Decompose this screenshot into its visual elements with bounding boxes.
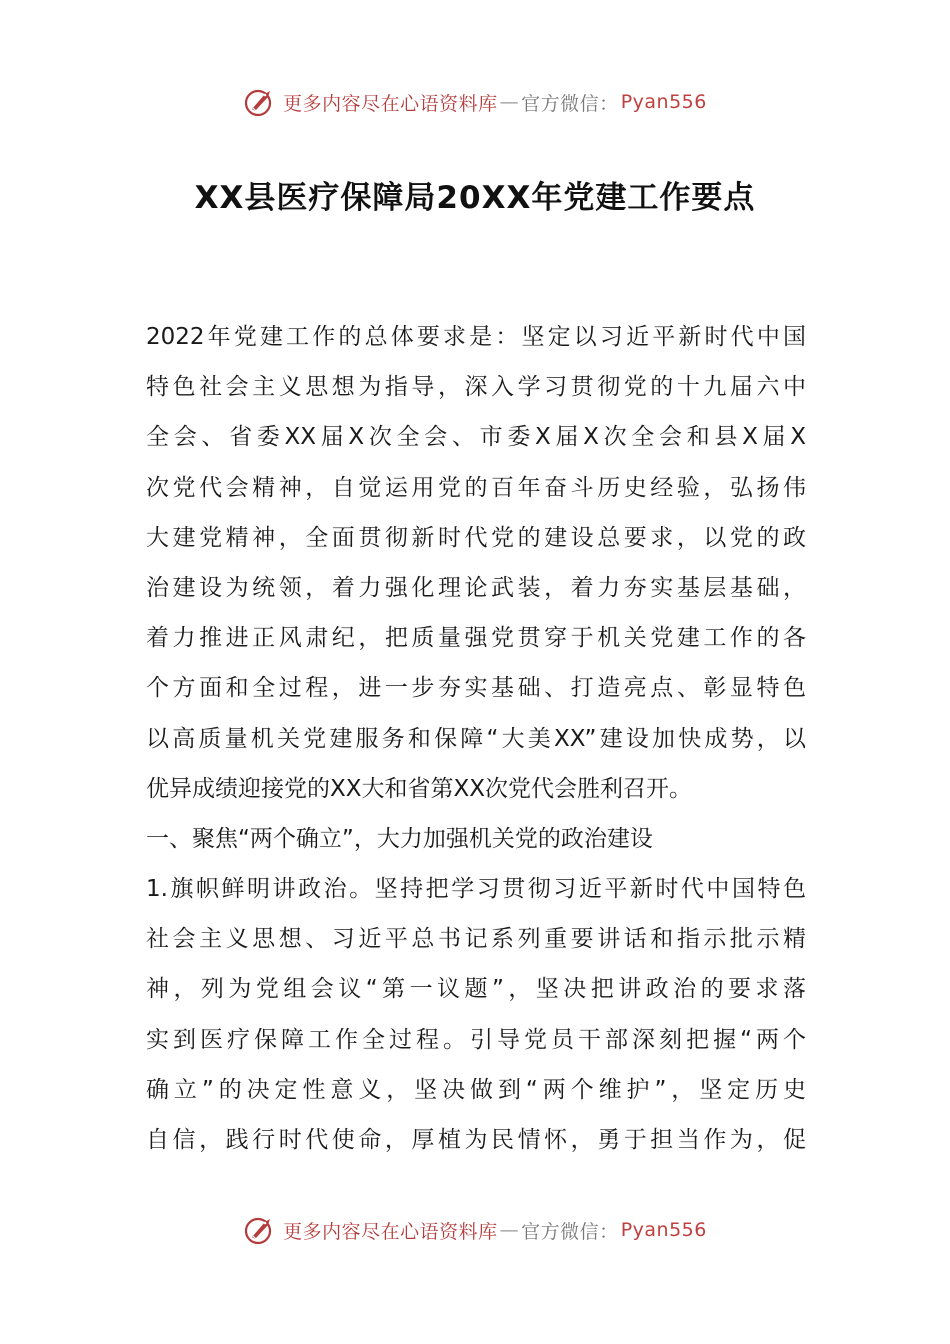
paragraph-line: 特色社会主义思想为指导，深入学习贯彻党的十九届六中 bbox=[146, 374, 806, 401]
watermark-official-label: 官方微信： bbox=[521, 1220, 619, 1243]
paragraph-line: 实到医疗保障工作全过程。引导党员干部深刻把握“两个 bbox=[146, 1026, 806, 1053]
paragraph-line: 大建党精神，全面贯彻新时代党的建设总要求，以党的政 bbox=[146, 524, 806, 551]
paragraph-line: 治建设为统领，着力强化理论武装，着力夯实基层基础， bbox=[146, 574, 806, 601]
pen-nib-circle-icon bbox=[243, 1213, 277, 1247]
watermark-brand: 更多内容尽在心语资料库 bbox=[283, 92, 498, 115]
watermark-brand: 更多内容尽在心语资料库 bbox=[283, 1220, 498, 1243]
paragraph-line: 次党代会精神，自觉运用党的百年奋斗历史经验，弘扬伟 bbox=[146, 474, 806, 501]
paragraph-line: 神，列为党组会议“第一议题”，坚决把讲政治的要求落 bbox=[146, 976, 806, 1003]
watermark-wechat-id: Pyan556 bbox=[620, 91, 707, 113]
header-watermark bbox=[0, 84, 950, 120]
document-body bbox=[146, 312, 806, 1165]
pen-nib-circle-icon bbox=[243, 85, 277, 119]
paragraph-line: 1.旗帜鲜明讲政治。坚持把学习贯彻习近平新时代中国特色 bbox=[146, 876, 806, 903]
paragraph-line: 自信，践行时代使命，厚植为民情怀，勇于担当作为，促 bbox=[146, 1127, 806, 1153]
paragraph-line: 个方面和全过程，进一步夯实基础、打造亮点、彰显特色 bbox=[146, 675, 806, 702]
paragraph-line: 优异成绩迎接党的XX大和省第XX次党代会胜利召开。 bbox=[146, 775, 693, 802]
document-title: XX县医疗保障局20XX年党建工作要点 bbox=[194, 180, 756, 216]
watermark-separator: — bbox=[499, 1219, 520, 1241]
paragraph-line: 以高质量机关党建服务和保障“大美XX”建设加快成势，以 bbox=[146, 725, 806, 752]
watermark-official-label: 官方微信： bbox=[521, 92, 619, 115]
footer-watermark bbox=[0, 1212, 950, 1248]
paragraph-line: 着力推进正风肃纪，把质量强党贯穿于机关党建工作的各 bbox=[146, 625, 806, 652]
paragraph-line: 2022年党建工作的总体要求是：坚定以习近平新时代中国 bbox=[146, 324, 806, 350]
section-heading: 一、聚焦“两个确立”，大力加强机关党的政治建设 bbox=[146, 825, 653, 852]
watermark-wechat-id: Pyan556 bbox=[620, 1219, 707, 1241]
paragraph-line: 确立”的决定性意义，坚决做到“两个维护”，坚定历史 bbox=[146, 1076, 806, 1103]
paragraph-line: 全会、省委XX届X次全会、市委X届X次全会和县X届X bbox=[146, 424, 806, 451]
paragraph-line: 社会主义思想、习近平总书记系列重要讲话和指示批示精 bbox=[146, 926, 806, 953]
watermark-separator: — bbox=[499, 91, 520, 113]
